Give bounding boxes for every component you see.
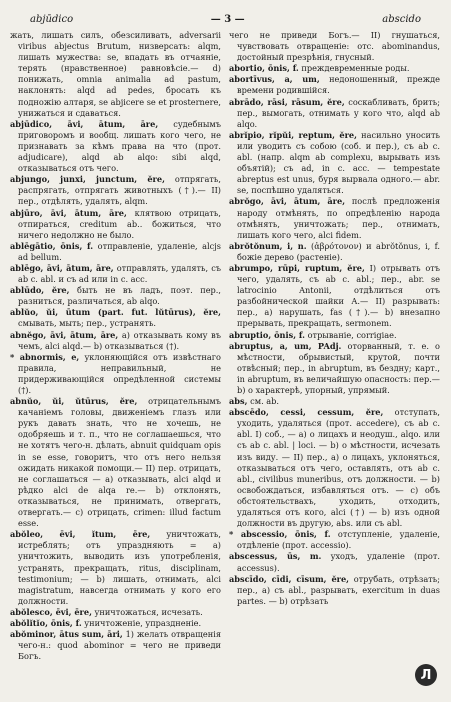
entry-definition: уничтоженiе, упраздненiе. — [84, 617, 202, 628]
dictionary-entry — [10, 396, 221, 529]
entry-headword: * abscessio, ōnis, f. — [229, 529, 331, 540]
dictionary-entry — [229, 330, 440, 341]
entry-headword: abrŏgo, āvi, ātum, āre, — [229, 196, 346, 207]
entry-definition: соскабливать, брить; пер., вымогать, отнимать у кого что, alqd ab alqo. — [237, 96, 440, 129]
entry-definition: уничтожать, истреблять; отъ упраздняють = a) уничтожить, выводить изъ употребленiя, устранять, прекращать, ritus, disciplinam, testimonium; — b) лишать, отнимать, alci magistratum, навсегда отнимать у кого его должности. — [18, 529, 221, 606]
entry-definition: насильно уносить или уводить съ собою (соб. и пер.), съ ab c. abl. (напр. alqm ab complexu, вырывать изъ объятiй); съ ad, in c. acc. — tempestate abreptus est unus, буря вырвала одного.— abr. se, поспѣшно удаляться. — [237, 129, 440, 196]
entry-headword: abnŭo, ŭi, ŭtūrus, ĕre, — [10, 396, 138, 407]
dictionary-entry — [10, 307, 221, 329]
entry-headword: abjūdico, āvi, ātum, āre, — [10, 118, 159, 129]
entry-definition: см. ab. — [250, 396, 279, 407]
entry-headword: ablēgātio, ōnis, f. — [10, 240, 94, 251]
dictionary-entry — [229, 196, 440, 240]
dictionary-entry — [10, 174, 221, 207]
columns — [10, 30, 441, 702]
entry-definition: недоношенный, прежде времени родившiйся. — [237, 74, 440, 96]
dictionary-entry — [229, 241, 440, 263]
entry-definition: уходъ, удаленiе (прот. accessus). — [237, 551, 440, 573]
dictionary-entry — [10, 618, 221, 629]
entry-definition: уклоняющiйся отъ извѣстнаго правила, неправильный, не придерживающiйся опредѣленной системы (†). — [18, 351, 221, 395]
entry-headword: abŏminor, ātus sum, āri, — [10, 629, 123, 640]
entry-headword: abnĕgo, āvi, ātum, āre, — [10, 329, 119, 340]
entry-headword: ablūdo, ĕre, — [10, 285, 70, 296]
entry-definition: оторванный, т. е. о мѣстности, обрывистый, крутой, почти отвѣсный; пер., in abruptum, въ бездну; карт., in abruptum, въ величайшую опасность: пер.— b) о характерѣ, упорный, упрямый. — [237, 340, 440, 395]
dictionary-entry — [229, 341, 440, 396]
dictionary-entry — [229, 74, 440, 96]
entry-definition: отправлять, удалять, съ ab c. abl. и съ ad или in c. acc. — [18, 262, 221, 285]
dictionary-entry — [10, 263, 221, 285]
entry-definition: отступать, уходить, удаляться (прот. accedere), съ ab c. abl. I) соб., — a) о лицахъ и неодуш., alqo. или съ ab c. abl. | loci. — b) о мѣстности, исчезать изъ виду. — II) пер., a) о лицахъ, уклоняться, отказываться отъ чего, оставлять, отъ ab c. abl., civilibus muneribus, отъ должности. — b) освобождаться, избавляться отъ. — c) объ обстоятельствахъ, уходить, отходить, удаляться отъ кого, alci (†) — b) изъ одной должности въ другую, abs. или съ abl. — [237, 407, 440, 529]
entry-headword: abŏlesco, ēvi, ēre, — [10, 606, 92, 617]
header-right-word: abscido — [382, 13, 421, 25]
page-number: — 3 — — [210, 13, 245, 25]
dictionary-entry — [10, 208, 221, 241]
entry-headword: abruptus, a, um, PAdj. — [229, 340, 342, 351]
entry-headword: abscēdo, cessi, cessum, ĕre, — [229, 407, 384, 418]
watermark-logo: Л — [415, 664, 437, 686]
entry-definition: быть не въ ладъ, поэт. пер., разниться, различаться, ab alqo. — [18, 285, 221, 307]
entry-definition: послѣ предложенiя народу отмѣнять, по опредѣленiю народа отмѣнять, уничтожать; пер., отнимать, лишать кого чего, alci fidem. — [237, 196, 440, 240]
entry-definition: смывать, мыть; пер., устранять. — [18, 318, 157, 329]
header-left-word: abjūdico — [30, 13, 74, 25]
dictionary-entry — [229, 407, 440, 529]
dictionary-entry — [229, 551, 440, 573]
entry-definition: клятвою отрицать, отпираться, creditum ab.. божиться, что ничего недолжно не было. — [18, 207, 221, 240]
entry-definition: отступленiе, удаленiе, отдѣленiе (прот. accessio). — [237, 529, 440, 551]
dictionary-entry — [229, 396, 440, 407]
entry-definition: 1) желать отвращенiя чего-н.: quod abominor = чего не приведи Богъ. — [18, 629, 221, 662]
entry-headword: abscessus, ūs, m. — [229, 551, 322, 562]
entry-headword: abs, — [229, 396, 248, 407]
left-column — [10, 30, 221, 702]
entry-definition: преждевременные роды. — [301, 63, 410, 74]
dictionary-entry — [229, 97, 440, 130]
entry-definition: отправленiе, удаленiе, alcjs ad bellum. — [18, 240, 221, 262]
dictionary-entry — [229, 263, 440, 330]
dictionary-entry — [10, 330, 221, 352]
entry-headword: abrŏtŏnum, i, n. — [229, 240, 307, 251]
entry-headword: abjūro, āvi, ātum, āre, — [10, 207, 127, 218]
entry-headword: abŏlĭtĭo, ōnis, f. — [10, 617, 82, 628]
entry-definition: судебнымъ приговоромъ и вообщ. лишать кого чего, не признавать за кѣмъ права на что (прот. adjudicare), alqd ab alqo: sibi alqd, отказываться отъ чего. — [18, 118, 221, 174]
entry-headword: ablŭo, ŭi, ūtum (part. fut. lŭtūrus), ĕre, — [10, 307, 221, 318]
entry-headword: abjungo, junxi, junctum, ĕre, — [10, 174, 165, 185]
dictionary-entry — [229, 63, 440, 74]
entry-headword: * abnormis, e, — [10, 351, 80, 362]
entry-definition: жать, лишать силъ, обезсиливать, adversarii viribus abjectus Brutum, низверсать: alqm, лишать мужества: se, впадать въ отчаянiе, терять (нравственное) равновѣсiе.— d) понижать, omnia animalia ad pastum, наклонять: alqd ad pedes, бросать къ подножiю алтаря, se abjicere se et prosternere, унижаться и сдаваться. — [10, 30, 221, 118]
dictionary-entry — [229, 529, 440, 551]
entry-definition: отрываніе, corrigiae. — [307, 329, 397, 340]
entry-headword: abŏleo, ēvi, ĭtum, ēre, — [10, 529, 151, 540]
dictionary-entry — [10, 285, 221, 307]
dictionary-entry — [229, 574, 440, 607]
page-header — [30, 12, 421, 26]
entry-definition: отрубать, отрѣзать; пер., a) съ abl., разрывать, exercitum in duas partes. — b) отрѣзать — [237, 573, 440, 606]
dictionary-entry — [10, 352, 221, 396]
entry-headword: abrumpo, rūpi, ruptum, ĕre, — [229, 262, 365, 273]
right-column — [229, 30, 440, 702]
entry-definition: отпрягать, распрягать, отпрягать животныхъ (†).— II) пер., отдѣлять, удалять, alqm. — [18, 174, 221, 207]
entry-headword: ablēgo, āvi, ātum, āre, — [10, 262, 114, 273]
entry-definition: a) отказывать кому въ чемъ, alci alqd.— b) отказываться (†). — [18, 329, 221, 351]
entry-headword: abrĭpio, rĭpŭi, reptum, ĕre, — [229, 129, 357, 140]
dictionary-entry — [10, 629, 221, 662]
entry-definition: I) отрывать отъ чего, удалять, съ ab c. abl.; пер., abr. se latrocinio Antonii, отдѣлиться отъ разбойнической шайки А.— II) разрывать: пер., a) нарушать, fas (†).— b) внезапно прерывать, прекращать, sermonem. — [237, 262, 440, 329]
dictionary-entry — [10, 607, 221, 618]
entry-definition: чего не приведи Богъ.— II) гнушаться, чувствовать отвращенiе: отс. abominandus, достойный презрѣнiя, гнусный. — [229, 30, 440, 63]
dictionary-entry — [10, 529, 221, 607]
entry-headword: abortīvus, a, um, — [229, 74, 320, 85]
entry-headword: abrādo, rāsi, rāsum, ĕre, — [229, 96, 345, 107]
entry-definition: (ἀβρότονον) и abrŏtŏnus, i, f. божiе дерево (растенiе). — [237, 240, 440, 262]
dictionary-entry — [10, 241, 221, 263]
entry-headword: abruptio, ōnis, f. — [229, 329, 305, 340]
entry-headword: abscīdo, cīdi, cīsum, ĕre, — [229, 573, 350, 584]
dictionary-entry — [229, 130, 440, 197]
entry-definition: уничтожаться, исчезать. — [94, 606, 203, 617]
entry-headword: abortio, ōnis, f. — [229, 63, 299, 74]
dictionary-entry — [10, 30, 221, 119]
entry-definition: отрицательнымъ качанiемъ головы, движенiемъ глазъ или рукъ давать знать, что не хочешь, не одобряешь и т. п., что не соглашаешься, что не хотятъ чего-н. дѣлать, abnuit quidquam opis in se esse, говоритъ, что отъ него нельзя ожидать никакой помощи.— II) пер. отрицать, не соглашаться — a) отказывать, alci alqd и рѣдко alci de alqa re.— b) отклонять, отказываться, не принимать, отвергать, отвергать.— c) отрицать, crimen: illud factum esse. — [18, 396, 221, 529]
dictionary-entry — [229, 30, 440, 63]
dictionary-entry — [10, 119, 221, 174]
